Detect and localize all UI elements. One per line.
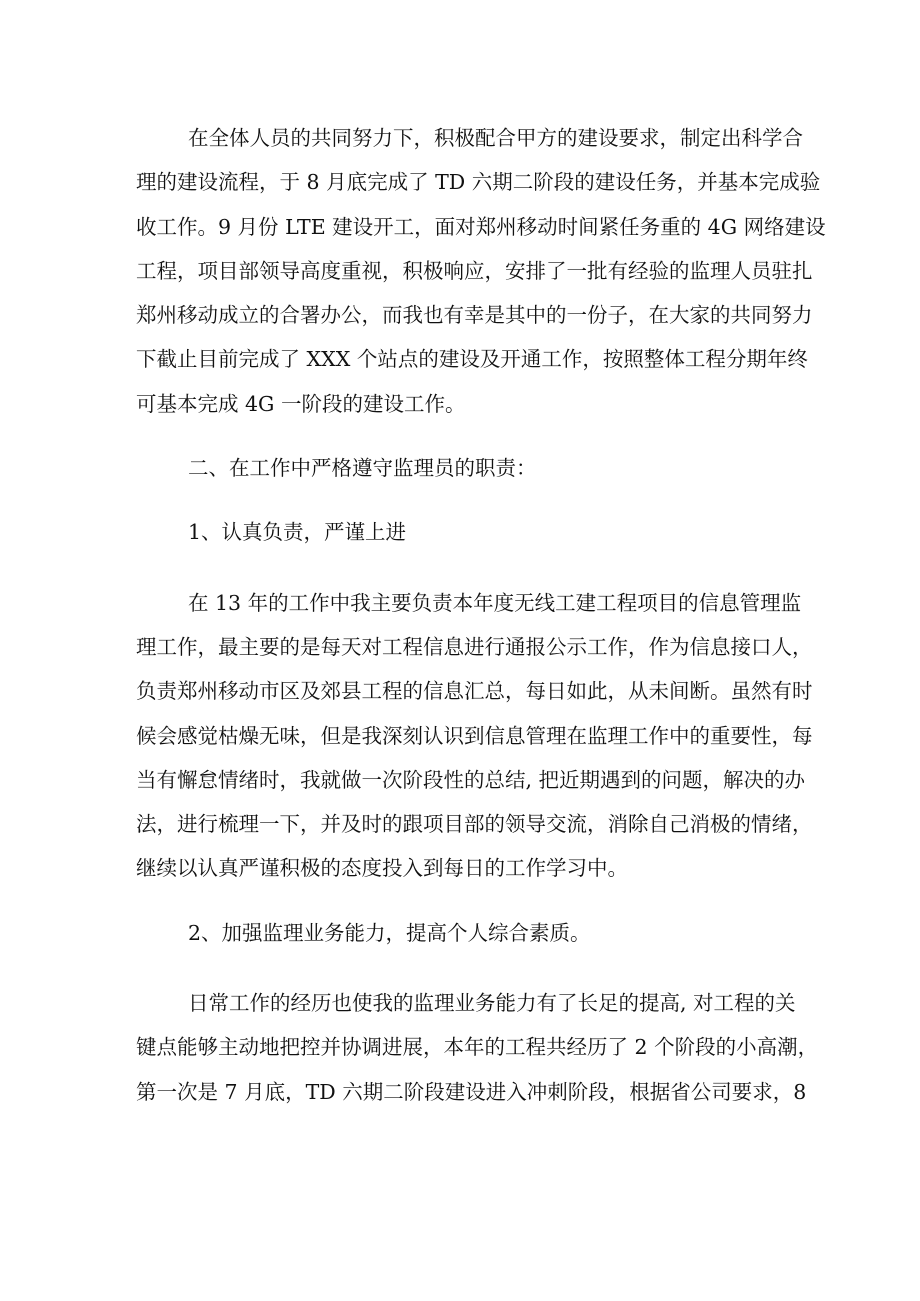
text-line: 在全体人员的共同努力下，积极配合甲方的建设要求，制定出科学合 [188, 126, 803, 150]
text-line: 理的建设流程，于 8 月底完成了 TD 六期二阶段的建设任务，并基本完成验 [136, 170, 821, 195]
subsection-heading-text: 1、认真负责，严谨上进 [188, 520, 407, 545]
text-line: 理工作，最主要的是每天对工程信息进行通报公示工作，作为信息接口人， [136, 634, 813, 659]
paragraph-1 [136, 116, 826, 426]
text-line: 收工作。9 月份 LTE 建设开工，面对郑州移动时间紧任务重的 4G 网络建设 [136, 214, 826, 239]
text-line: 法，进行梳理一下，并及时的跟项目部的领导交流，消除自己消极的情绪， [136, 812, 813, 837]
text-line: 下截止目前完成了 XXX 个站点的建设及开通工作，按照整体工程分期年终 [136, 347, 808, 372]
subsection-heading-1 [136, 510, 784, 554]
section-heading-text: 二、在工作中严格遵守监理员的职责： [188, 456, 537, 481]
subsection-heading-text: 2、加强监理业务能力，提高个人综合素质。 [188, 920, 591, 945]
text-line: 继续以认真严谨积极的态度投入到每日的工作学习中。 [136, 856, 628, 881]
text-line: 在 13 年的工作中我主要负责本年度无线工建工程项目的信息管理监 [188, 590, 802, 615]
text-line: 工程，项目部领导高度重视，积极响应，安排了一批有经验的监理人员驻扎 [136, 258, 813, 283]
text-line: 候会感觉枯燥无味，但是我深刻认识到信息管理在监理工作中的重要性，每 [136, 723, 813, 748]
section-heading [136, 446, 784, 490]
text-line: 日常工作的经历也使我的监理业务能力有了长足的提高, 对工程的关 [188, 991, 796, 1016]
text-line: 当有懈怠情绪时，我就做一次阶段性的总结, 把近期遇到的问题，解决的办 [136, 767, 806, 792]
text-line: 第一次是 7 月底，TD 六期二阶段建设进入冲刺阶段，根据省公司要求，8 [136, 1079, 807, 1104]
text-line: 可基本完成 4G 一阶段的建设工作。 [136, 391, 466, 416]
paragraph-2 [136, 581, 813, 891]
text-line: 键点能够主动地把控并协调进展，本年的工程共经历了 2 个阶段的小高潮， [136, 1035, 819, 1060]
document-body [136, 116, 826, 1114]
paragraph-3 [136, 981, 819, 1114]
text-line: 负责郑州移动市区及郊县工程的信息汇总，每日如此，从未间断。虽然有时 [136, 679, 813, 704]
text-line: 郑州移动成立的合署办公，而我也有幸是其中的一份子，在大家的共同努力 [136, 303, 813, 328]
subsection-heading-2 [136, 911, 784, 955]
